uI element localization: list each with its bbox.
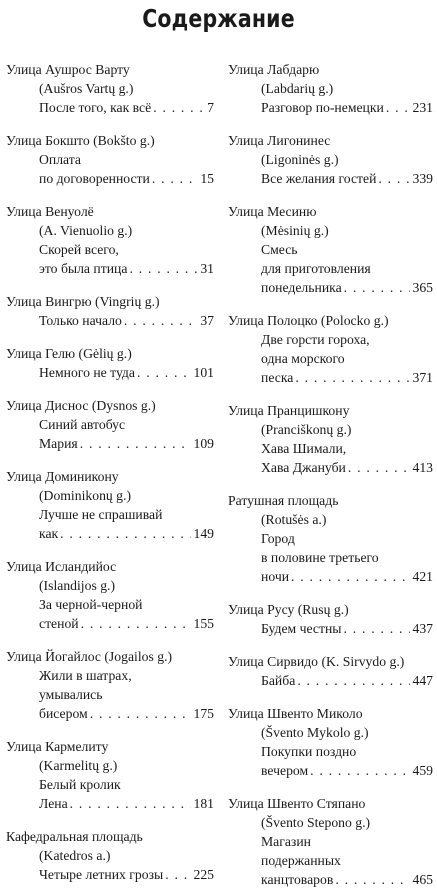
toc-entry-text: Магазин bbox=[261, 834, 311, 849]
toc-entry-text: (Švento Stepono g.) bbox=[261, 815, 371, 830]
dot-leader bbox=[291, 567, 410, 586]
dot-leader bbox=[165, 865, 191, 884]
toc-entry-heading: Кафедральная площадь bbox=[6, 829, 143, 844]
toc-entry-last-line bbox=[6, 614, 214, 633]
dot-leader bbox=[124, 311, 198, 330]
toc-entry-last-line bbox=[228, 567, 433, 586]
toc-entry-text: Четыре летних грозы bbox=[39, 867, 164, 882]
toc-entry bbox=[228, 652, 433, 690]
dot-leader bbox=[137, 363, 191, 382]
toc-entry bbox=[228, 794, 433, 889]
toc-entry-heading: Улица Месиню bbox=[228, 204, 317, 219]
page-number: 37 bbox=[200, 313, 214, 328]
page-number: 421 bbox=[412, 569, 433, 584]
dot-leader bbox=[348, 458, 411, 477]
entry-spacer bbox=[228, 297, 433, 311]
page-number: 225 bbox=[193, 867, 214, 882]
entry-spacer bbox=[6, 813, 214, 827]
dot-leader bbox=[335, 870, 410, 889]
toc-entry-text: по договоренности bbox=[39, 171, 150, 186]
dot-leader bbox=[344, 619, 411, 638]
entry-spacer bbox=[228, 690, 433, 704]
entry-spacer bbox=[6, 330, 214, 344]
toc-entry-text: Оплата bbox=[39, 152, 81, 167]
toc-entry-heading: Улица Лабдарю bbox=[228, 62, 320, 77]
toc-entry-last-line bbox=[6, 169, 214, 188]
dot-leader bbox=[70, 794, 192, 813]
toc-entry-text: Две горсти гороха, bbox=[261, 332, 370, 347]
toc-entry bbox=[6, 344, 214, 382]
toc-entry bbox=[228, 600, 433, 638]
toc-entry-heading: Улица Гелю (Gėlių g.) bbox=[6, 346, 132, 361]
toc-entry-last-line bbox=[6, 704, 214, 723]
dot-leader bbox=[386, 98, 411, 117]
toc-entry-last-line bbox=[6, 865, 214, 884]
entry-spacer bbox=[6, 382, 214, 396]
toc-entry-text: Байба bbox=[261, 673, 296, 688]
toc-entry-heading: Улица Бокшто (Bokšto g.) bbox=[6, 133, 155, 148]
dot-leader bbox=[295, 368, 410, 387]
toc-entry-text: стеной bbox=[39, 616, 79, 631]
page-number: 437 bbox=[412, 621, 433, 636]
toc-entry-last-line bbox=[228, 458, 433, 477]
entry-spacer bbox=[6, 188, 214, 202]
toc-entry-text: (Aušros Vartų g.) bbox=[39, 81, 134, 96]
toc-entry-heading: Улица Швенто Миколо bbox=[228, 706, 363, 721]
page-number: 231 bbox=[412, 100, 433, 115]
entry-spacer bbox=[6, 633, 214, 647]
page-number: 365 bbox=[412, 280, 433, 295]
entry-spacer bbox=[228, 586, 433, 600]
toc-entry-last-line bbox=[228, 278, 433, 297]
toc-entry-last-line bbox=[6, 363, 214, 382]
toc-entry-text: Синий автобус bbox=[39, 417, 126, 432]
toc-entry-text: Хава Джануби bbox=[261, 460, 346, 475]
toc-entry-text: канцтоваров bbox=[261, 872, 334, 887]
toc-entry-heading: Улица Лигонинес bbox=[228, 133, 331, 148]
toc-entry-text: вечером bbox=[261, 763, 309, 778]
toc-entry bbox=[228, 131, 433, 188]
toc-entry-text: (Rotušės a.) bbox=[261, 512, 327, 527]
entry-spacer bbox=[228, 188, 433, 202]
toc-entry-heading: Улица Аушрос Варту bbox=[6, 62, 130, 77]
toc-entry-text: умывались bbox=[39, 687, 103, 702]
dot-leader bbox=[153, 98, 205, 117]
toc-entry-text: как bbox=[39, 526, 59, 541]
dot-leader bbox=[152, 169, 198, 188]
toc-entry-heading: Улица Йогайлос (Jogailos g.) bbox=[6, 649, 173, 664]
page-number: 155 bbox=[193, 616, 214, 631]
page-number: 413 bbox=[412, 460, 433, 475]
page-number: 31 bbox=[200, 261, 214, 276]
toc-entry bbox=[228, 401, 433, 477]
page-number: 181 bbox=[193, 796, 214, 811]
toc-entry-last-line bbox=[228, 870, 433, 889]
toc-entry bbox=[6, 647, 214, 723]
toc-entry bbox=[228, 491, 433, 586]
toc-entry bbox=[228, 704, 433, 780]
entry-spacer bbox=[228, 477, 433, 491]
toc-entry-text: (Pranciškonų g.) bbox=[261, 422, 352, 437]
toc-entry bbox=[6, 396, 214, 453]
dot-leader bbox=[90, 704, 192, 723]
toc-entry-heading: Улица Кармелиту bbox=[6, 739, 109, 754]
page-number: 447 bbox=[412, 673, 433, 688]
page-number: 371 bbox=[412, 370, 433, 385]
toc-entry-text: (Islandijos g.) bbox=[39, 578, 116, 593]
toc-entry-text: (A. Vienuolio g.) bbox=[39, 223, 133, 238]
toc-entry bbox=[6, 292, 214, 330]
toc-entry-text: Все желания гостей bbox=[261, 171, 377, 186]
dot-leader bbox=[310, 761, 410, 780]
entry-spacer bbox=[6, 278, 214, 292]
toc-entry-last-line bbox=[6, 434, 214, 453]
dot-leader bbox=[129, 259, 198, 278]
toc-entry-text: (Ligoninės g.) bbox=[261, 152, 339, 167]
toc-entry bbox=[228, 60, 433, 117]
toc-entry-text: (Labdarių g.) bbox=[261, 81, 334, 96]
toc-entry-heading: Улица Сирвидо (K. Sirvydo g.) bbox=[228, 654, 405, 669]
toc-entry-text: Смесь bbox=[261, 242, 298, 257]
toc-entry-last-line bbox=[6, 259, 214, 278]
toc-entry-heading: Улица Швенто Стяпано bbox=[228, 796, 366, 811]
dot-leader bbox=[297, 671, 410, 690]
page-number: 7 bbox=[207, 100, 214, 115]
page-title: Содержание bbox=[142, 4, 295, 33]
dot-leader bbox=[378, 169, 410, 188]
toc-entry-last-line bbox=[228, 368, 433, 387]
toc-entry-last-line bbox=[228, 619, 433, 638]
entry-spacer bbox=[228, 638, 433, 652]
toc-column-left bbox=[6, 60, 214, 884]
page-number: 149 bbox=[193, 526, 214, 541]
toc-entry-text: Скорей всего, bbox=[39, 242, 119, 257]
toc-entry-text: Покупки поздно bbox=[261, 744, 357, 759]
toc-entry bbox=[6, 131, 214, 188]
toc-entry-text: Белый кролик bbox=[39, 777, 121, 792]
toc-entry-last-line bbox=[228, 761, 433, 780]
toc-entry-text: (Dominikonų g.) bbox=[39, 488, 132, 503]
toc-entry-last-line bbox=[228, 169, 433, 188]
toc-entry-last-line bbox=[228, 98, 433, 117]
dot-leader bbox=[344, 278, 411, 297]
toc-entry-text: в половине третьего bbox=[261, 550, 379, 565]
toc-entry-last-line bbox=[6, 311, 214, 330]
toc-entry-text: Жили в шатрах, bbox=[39, 668, 132, 683]
toc-entry-text: Разговор по-немецки bbox=[261, 100, 384, 115]
entry-spacer bbox=[6, 117, 214, 131]
toc-entry-text: Будем честны bbox=[261, 621, 342, 636]
entry-spacer bbox=[6, 543, 214, 557]
toc-entry-text: (Katedros a.) bbox=[39, 848, 111, 863]
page-number: 459 bbox=[412, 763, 433, 778]
page-number: 175 bbox=[193, 706, 214, 721]
toc-entry-text: Мария bbox=[39, 436, 78, 451]
toc-column-right bbox=[228, 60, 433, 889]
page-number: 15 bbox=[200, 171, 214, 186]
toc-entry bbox=[6, 202, 214, 278]
entry-spacer bbox=[6, 723, 214, 737]
toc-entry-text: (Mėsinių g.) bbox=[261, 223, 329, 238]
toc-entry-last-line bbox=[6, 524, 214, 543]
toc-entry-text: одна морского bbox=[261, 351, 345, 366]
page-number: 101 bbox=[193, 365, 214, 380]
toc-entry-heading: Улица Венуолё bbox=[6, 204, 94, 219]
toc-entry-text: Лена bbox=[39, 796, 68, 811]
toc-entry-heading: Улица Исландийос bbox=[6, 559, 117, 574]
toc-entry-text: За черной-черной bbox=[39, 597, 143, 612]
dot-leader bbox=[81, 614, 192, 633]
toc-entry-text: для приготовления bbox=[261, 261, 371, 276]
toc-entry bbox=[228, 202, 433, 297]
entry-spacer bbox=[228, 387, 433, 401]
toc-entry-text: Только начало bbox=[39, 313, 122, 328]
toc-entry bbox=[6, 557, 214, 633]
toc-entry-text: Немного не туда bbox=[39, 365, 135, 380]
toc-entry-last-line bbox=[6, 794, 214, 813]
toc-entry-text: Лучше не спрашивай bbox=[39, 507, 163, 522]
dot-leader bbox=[80, 434, 192, 453]
toc-entry-heading: Улица Полоцко (Polocko g.) bbox=[228, 313, 389, 328]
toc-entry-heading: Улица Доминикону bbox=[6, 469, 119, 484]
page-number: 109 bbox=[193, 436, 214, 451]
toc-entry-heading: Улица Пранцишкону bbox=[228, 403, 350, 418]
toc-entry bbox=[6, 60, 214, 117]
page-number: 339 bbox=[412, 171, 433, 186]
entry-spacer bbox=[6, 453, 214, 467]
dot-leader bbox=[60, 524, 191, 543]
toc-entry-text: (Karmelitų g.) bbox=[39, 758, 118, 773]
toc-entry-heading: Ратушная площадь bbox=[228, 493, 339, 508]
toc-entry-text: (Šventо Mykolo g.) bbox=[261, 725, 369, 740]
toc-entry-text: Хава Шимали, bbox=[261, 441, 347, 456]
toc-entry-text: подержанных bbox=[261, 853, 341, 868]
toc-entry bbox=[6, 467, 214, 543]
entry-spacer bbox=[228, 117, 433, 131]
toc-entry-text: бисером bbox=[39, 706, 88, 721]
toc-entry-text: песка bbox=[261, 370, 294, 385]
toc-entry-text: Город bbox=[261, 531, 295, 546]
toc-entry-last-line bbox=[6, 98, 214, 117]
toc-entry-last-line bbox=[228, 671, 433, 690]
toc-entry-heading: Улица Вингрю (Vingrių g.) bbox=[6, 294, 160, 309]
toc-entry bbox=[6, 737, 214, 813]
toc-entry-text: После того, как всё bbox=[39, 100, 152, 115]
entry-spacer bbox=[228, 780, 433, 794]
toc-entry bbox=[228, 311, 433, 387]
toc-entry bbox=[6, 827, 214, 884]
toc-entry-text: это была птица bbox=[39, 261, 128, 276]
toc-entry-heading: Улица Диснос (Dysnos g.) bbox=[6, 398, 156, 413]
toc-entry-text: ночи bbox=[261, 569, 290, 584]
page-number: 465 bbox=[412, 872, 433, 887]
toc-entry-text: понедельника bbox=[261, 280, 342, 295]
toc-entry-heading: Улица Русу (Rusų g.) bbox=[228, 602, 349, 617]
